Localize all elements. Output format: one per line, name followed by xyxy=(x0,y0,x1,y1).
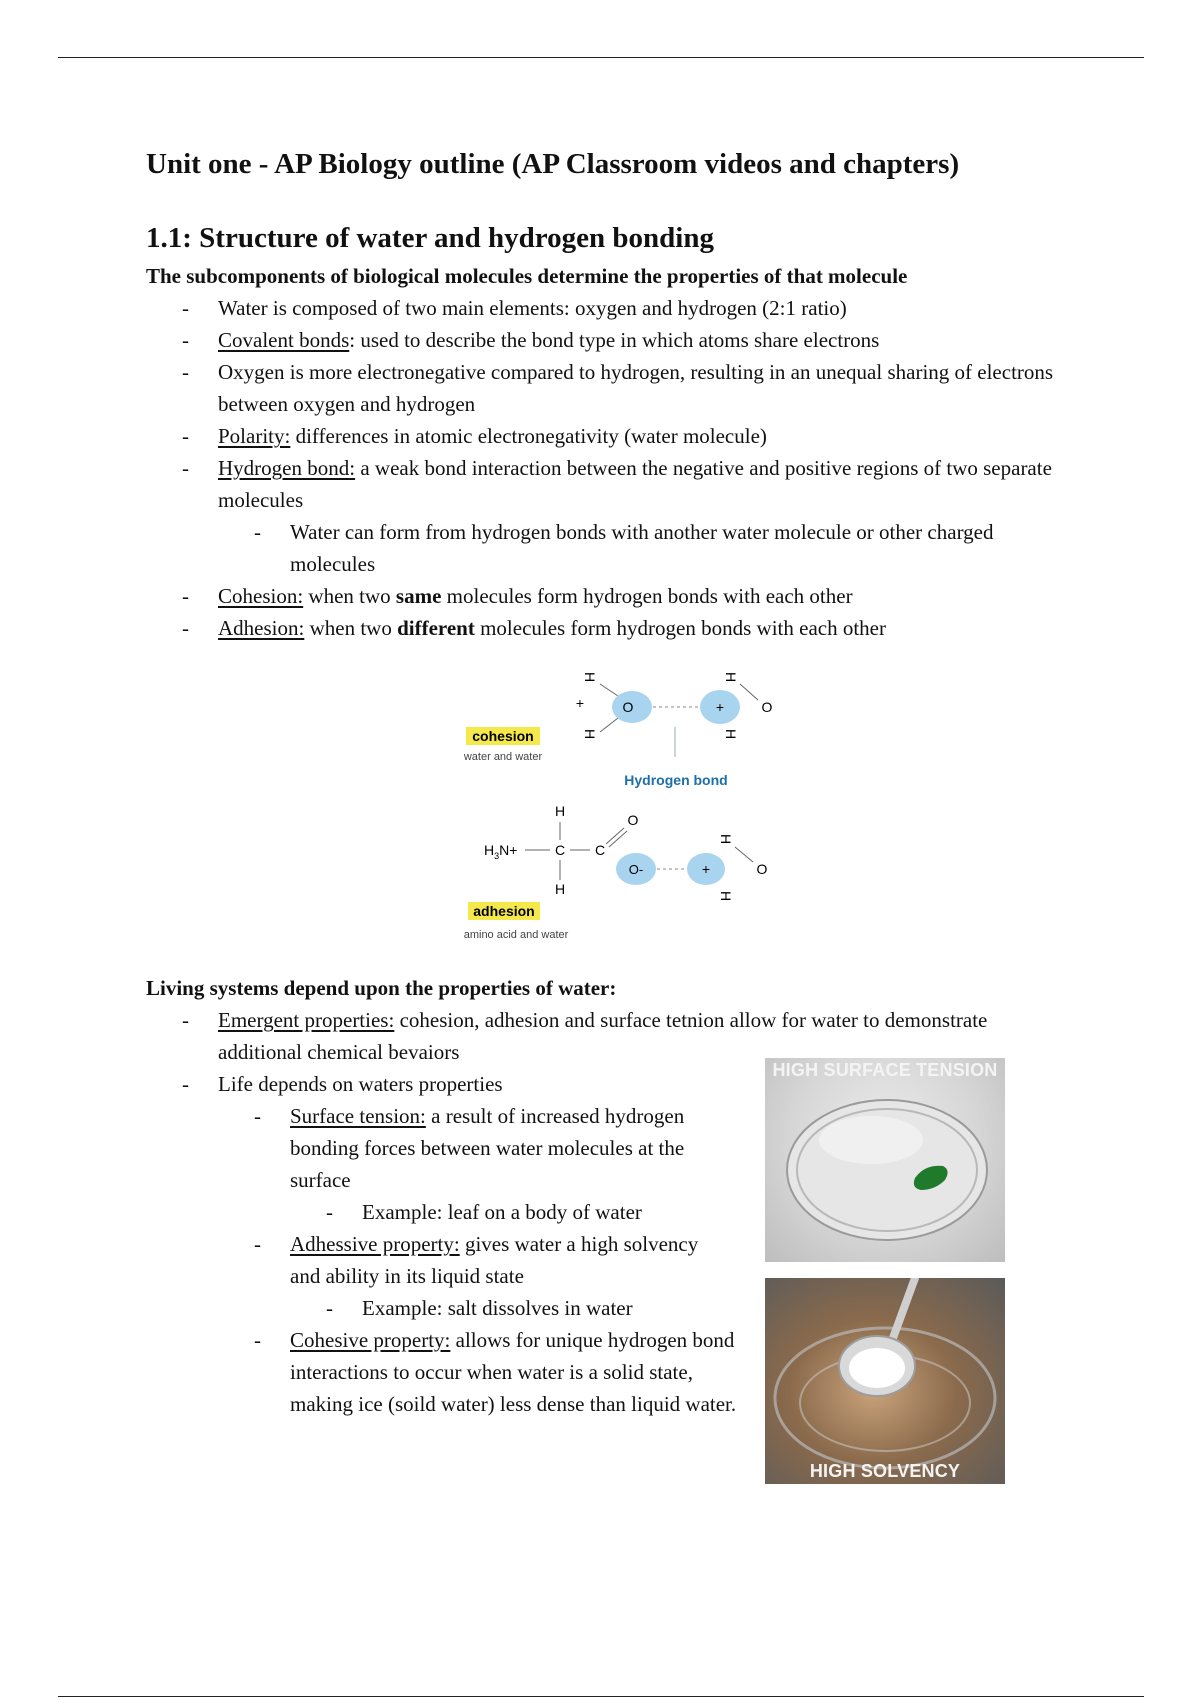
petri-dish-illustration xyxy=(765,1058,1005,1262)
list-item-example xyxy=(326,1292,742,1324)
list-item-text: when two xyxy=(303,584,396,608)
amine-h: H xyxy=(484,842,495,858)
hydrogen-bond-label: Hydrogen bond xyxy=(624,772,728,788)
list-item xyxy=(182,356,1098,420)
list-item-nested xyxy=(254,1100,750,1196)
bond-line xyxy=(735,847,753,862)
term-adhessive-property: Adhessive property: xyxy=(290,1232,460,1256)
list-item-example xyxy=(326,1196,742,1228)
list-item-text: Example: leaf on a body of water xyxy=(362,1200,642,1224)
bullet-dash: - xyxy=(182,456,189,480)
list-item xyxy=(182,292,1098,324)
subheading-living-systems: Living systems depend upon the properties of water: xyxy=(146,976,617,1000)
bullet-dash: - xyxy=(326,1296,333,1320)
bullet-dash: - xyxy=(182,616,189,640)
term-adhesion: Adhesion: xyxy=(218,616,305,640)
high-solvency-photo xyxy=(765,1278,1005,1484)
list-item xyxy=(182,324,1098,356)
list-item-text: Oxygen is more electronegative compared to hydrogen, resulting in an unequal sharing of electrons between oxygen and hydrogen xyxy=(218,360,1054,416)
term-emergent-properties: Emergent properties: xyxy=(218,1008,395,1032)
atom-h: H xyxy=(718,833,734,845)
bullet-dash: - xyxy=(182,424,189,448)
surface-tension-label: HIGH SURFACE TENSION xyxy=(772,1060,998,1080)
list-item-text: cohesion, adhesion and surface tetnion allow for water to demonstrate additional chemical bevaiors xyxy=(218,1008,988,1064)
cohesion-label: cohesion xyxy=(472,728,534,744)
bond-line xyxy=(600,718,618,732)
section-title: 1.1: Structure of water and hydrogen bonding xyxy=(146,222,714,254)
atom-h: H xyxy=(718,890,734,902)
partial-oxygen: O xyxy=(622,699,634,715)
list-item-text: Water can form from hydrogen bonds with another water molecule or other charged molecules xyxy=(290,520,994,576)
term-hydrogen-bond: Hydrogen bond: xyxy=(218,456,356,480)
top-rule xyxy=(58,57,1144,58)
plus-sign: + xyxy=(701,861,711,877)
bullet-dash: - xyxy=(182,360,189,384)
list-item-text: molecules form hydrogen bonds with each other xyxy=(441,584,853,608)
list-item-text: Water is composed of two main elements: oxygen and hydrogen (2:1 ratio) xyxy=(218,296,847,320)
adhesion-label: adhesion xyxy=(473,903,535,919)
list-item-nested xyxy=(254,1228,710,1292)
list-item xyxy=(182,580,1118,612)
amine-group xyxy=(484,842,517,861)
bullet-dash: - xyxy=(326,1200,333,1224)
bullet-dash: - xyxy=(182,328,189,352)
list-item-text: a weak bond interaction between the negative and positive regions of two separate molecules xyxy=(218,456,1052,512)
oxygen-minus: O- xyxy=(628,862,644,877)
bond-line xyxy=(740,684,758,700)
list-item-text: Life depends on waters properties xyxy=(218,1072,503,1096)
cohesion-caption: water and water xyxy=(463,751,543,763)
bullet-dash: - xyxy=(254,1104,261,1128)
list-item-text: allows for unique hydrogen bond interactions to occur when water is a solid state, making ice (soild water) less dense than liquid water. xyxy=(290,1328,737,1416)
term-covalent-bonds: Covalent bonds xyxy=(218,328,350,352)
bullet-dash: - xyxy=(182,1008,189,1032)
high-solvency-label: HIGH SOLVENCY xyxy=(809,1461,961,1481)
list-item-text: when two xyxy=(304,616,398,640)
list-item xyxy=(182,1068,738,1100)
term-cohesion: Cohesion: xyxy=(218,584,304,608)
bond-line xyxy=(600,684,618,696)
list-item xyxy=(182,452,1098,516)
list-item-nested xyxy=(254,1324,745,1420)
atom-h: H xyxy=(582,671,598,683)
surface-tension-photo xyxy=(765,1058,1005,1262)
subheading-subcomponents: The subcomponents of biological molecules determine the properties of that molecule xyxy=(146,264,908,288)
atom-h: H xyxy=(723,728,739,740)
list-item-text: molecules form hydrogen bonds with each other xyxy=(474,616,886,640)
amine-n: N+ xyxy=(499,842,518,858)
atom-c: C xyxy=(594,842,606,858)
list-item-nested xyxy=(254,516,1060,580)
plus-sign: + xyxy=(715,699,725,715)
list-item xyxy=(182,420,1098,452)
list-item-text: gives water a high solvency and ability in its liquid state xyxy=(290,1232,699,1288)
atom-h: H xyxy=(554,881,566,897)
list-item-text: : used to describe the bond type in which atoms share electrons xyxy=(349,328,880,352)
list-item-text: Example: salt dissolves in water xyxy=(362,1296,633,1320)
list-item-text: a result of increased hydrogen bonding forces between water molecules at the surface xyxy=(290,1104,685,1192)
plus-sign: + xyxy=(575,695,585,711)
bullet-dash: - xyxy=(182,584,189,608)
bullet-dash: - xyxy=(254,520,261,544)
bullet-dash: - xyxy=(254,1328,261,1352)
amine-subscript: 3 xyxy=(494,851,500,861)
adhesion-caption: amino acid and water xyxy=(463,929,569,941)
bottom-rule xyxy=(58,1696,1144,1697)
document-title: Unit one - AP Biology outline (AP Classroom videos and chapters) xyxy=(146,148,960,180)
bullet-dash: - xyxy=(182,1072,189,1096)
cohesion-adhesion-diagram xyxy=(440,662,790,942)
glass-reflection xyxy=(819,1116,923,1164)
atom-h: H xyxy=(554,803,566,819)
bullet-dash: - xyxy=(254,1232,261,1256)
list-item xyxy=(182,612,1118,644)
emphasis-different: different xyxy=(397,616,475,640)
spoon-salt-illustration xyxy=(765,1278,1005,1484)
term-surface-tension: Surface tension: xyxy=(290,1104,426,1128)
atom-o: O xyxy=(627,812,639,828)
list-item-text: differences in atomic electronegativity (water molecule) xyxy=(290,424,767,448)
emphasis-same: same xyxy=(395,584,442,608)
partial-oxygen: O xyxy=(761,699,773,715)
term-polarity: Polarity: xyxy=(218,424,291,448)
salt-pile xyxy=(849,1348,905,1388)
atom-c: C xyxy=(554,842,566,858)
atom-h: H xyxy=(723,671,739,683)
bullet-dash: - xyxy=(182,296,189,320)
atom-h: H xyxy=(582,728,598,740)
term-cohesive-property: Cohesive property: xyxy=(290,1328,451,1352)
partial-oxygen: O xyxy=(756,861,768,877)
